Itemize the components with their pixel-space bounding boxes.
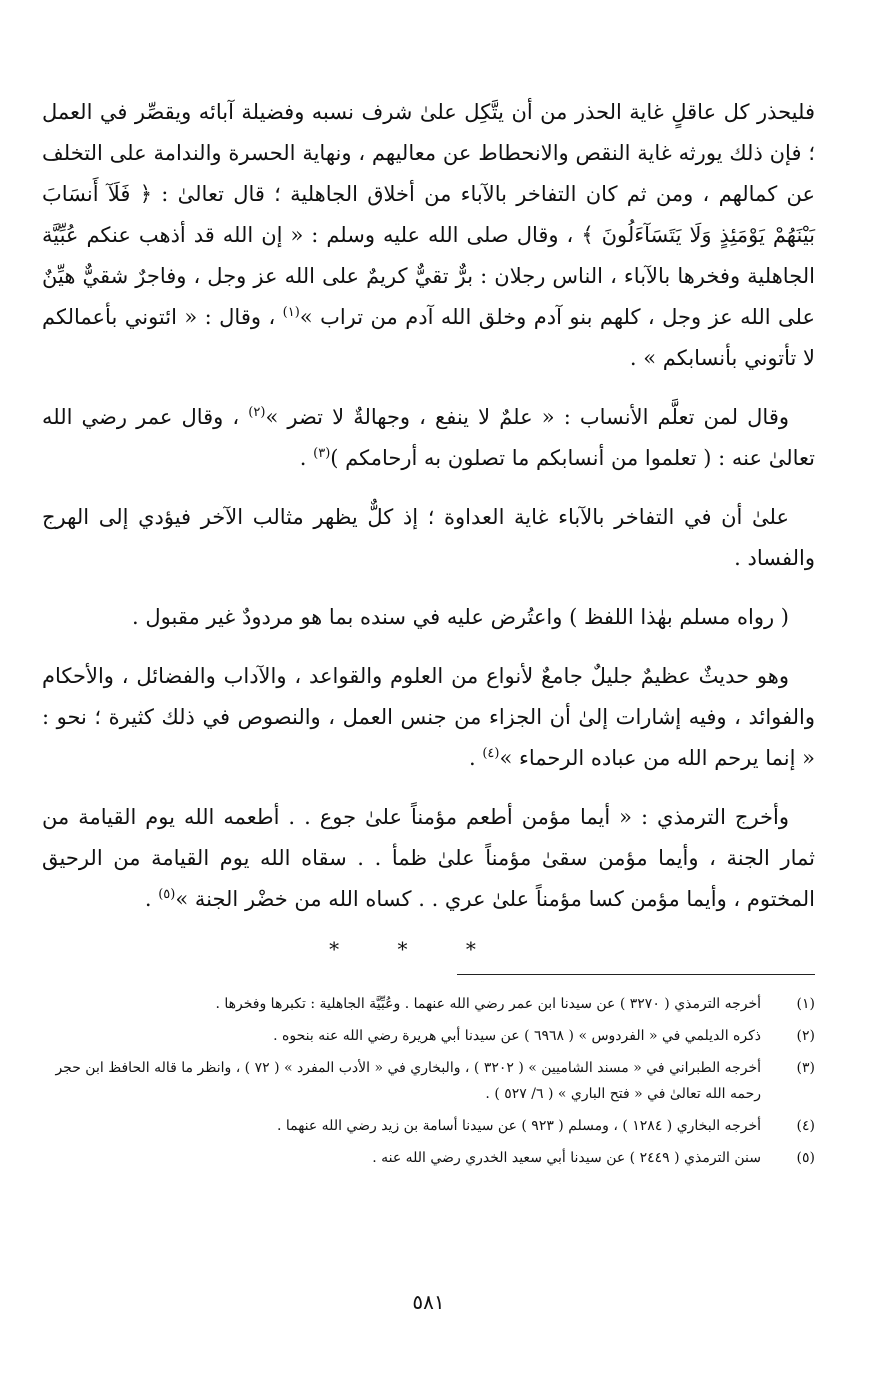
page-number: ٥٨١: [412, 1290, 445, 1314]
footnote-number: (٣): [796, 1060, 815, 1076]
paragraph-2-mid: ، وقال عمر رضي الله تعالىٰ عنه : ( تعلموا من أنسابكم ما تصلون به أرحامكم ): [42, 405, 815, 470]
footnote-number: (١): [796, 996, 815, 1012]
paragraph-1: [42, 92, 815, 379]
section-separator: * * *: [329, 937, 502, 961]
paragraph-1-text: فليحذر كل عاقلٍ غاية الحذر من أن يتَّكِل علىٰ شرف نسبه وفضيلة آبائه ويقصِّر في العمل ؛ فإن ذلك يورثه غاية النقص والانحطاط عن معاليهم ، ونهاية الحسرة والندامة على التخلف عن كمالهم ، ومن ثم كان التفاخر بالآباء من أخلاق الجاهلية ؛ قال تعالىٰ : ﴿ فَلَآ أَنسَابَ بَيْنَهُمْ يَوْمَئِذٍ وَلَا يَتَسَآءَلُونَ ﴾ ، وقال صلى الله عليه وسلم : « إن الله قد أذهب عنكم عُبِّيَّة الجاهلية وفخرها بالآباء ، الناس رجلان : برٌّ تقيٌّ كريمٌ على الله عز وجل ، وفاجرٌ شقيٌّ هيِّنٌ على الله عز وجل ، كلهم بنو آدم وخلق الله آدم من تراب »: [42, 100, 815, 329]
footnote-divider: [457, 974, 815, 975]
footnote-number: (٤): [796, 1118, 815, 1134]
footnote-ref-4[interactable]: (٤): [482, 746, 500, 761]
footnote-text: أخرجه البخاري ( ١٢٨٤ ) ، ومسلم ( ٩٢٣ ) عن سيدنا أسامة بن زيد رضي الله عنهما .: [276, 1118, 761, 1134]
footnote-5: [42, 1145, 815, 1171]
paragraph-5-text: وهو حديثٌ عظيمٌ جليلٌ جامعٌ لأنواع من العلوم والقواعد ، والآداب والفضائل ، والأحكام والفوائد ، وفيه إشارات إلىٰ أن الجزاء من جنس العمل ، والنصوص في ذلك كثيرة ؛ نحو : « إنما يرحم الله من عباده الرحماء »: [42, 664, 815, 770]
footnote-text: ذكره الديلمي في « الفردوس » ( ٦٩٦٨ ) عن سيدنا أبي هريرة رضي الله عنه بنحوه .: [273, 1028, 761, 1044]
footnote-number: (٢): [796, 1028, 815, 1044]
footnote-3: [42, 1055, 815, 1107]
paragraph-1-tail: ، وقال : « ائتوني بأعمالكم لا تأتوني بأنسابكم » .: [42, 305, 815, 370]
footnote-number: (٥): [796, 1150, 815, 1166]
footnote-1: [42, 991, 815, 1017]
paragraph-2: [42, 397, 815, 479]
footnote-ref-5[interactable]: (٥): [158, 887, 176, 902]
paragraph-2-tail: .: [299, 446, 314, 470]
paragraph-4: [42, 597, 815, 638]
footnote-ref-2[interactable]: (٢): [248, 405, 266, 420]
paragraph-5-tail: .: [468, 746, 483, 770]
footnotes-list: [42, 991, 815, 1171]
footnote-text: أخرجه الترمذي ( ٣٢٧٠ ) عن سيدنا ابن عمر رضي الله عنهما . وعُبِّيَّة الجاهلية : تكبرها وفخرها .: [215, 996, 761, 1012]
paragraph-6: [42, 797, 815, 920]
paragraph-2-text: وقال لمن تعلَّم الأنساب : « علمٌ لا ينفع ، وجهالةٌ لا تضر »: [265, 405, 789, 429]
paragraph-3-text: علىٰ أن في التفاخر بالآباء غاية العداوة ؛ إذ كلٌّ يظهر مثالب الآخر فيؤدي إلى الهرج والفساد .: [42, 505, 815, 570]
footnote-4: [42, 1113, 815, 1139]
paragraph-5: [42, 656, 815, 779]
paragraph-3: [42, 497, 815, 579]
footnote-text: سنن الترمذي ( ٢٤٤٩ ) عن سيدنا أبي سعيد الخدري رضي الله عنه .: [372, 1150, 761, 1166]
paragraph-6-tail: .: [144, 887, 159, 911]
footnote-ref-1[interactable]: (١): [282, 305, 300, 320]
footnote-2: [42, 1023, 815, 1049]
paragraph-6-text: وأخرج الترمذي : « أيما مؤمن أطعم مؤمناً علىٰ جوع . . أطعمه الله يوم القيامة من ثمار الجنة ، وأيما مؤمن سقىٰ مؤمناً علىٰ ظمأ . . سقاه الله يوم القيامة من الرحيق المختوم ، وأيما مؤمن كسا مؤمناً علىٰ عري . . كساه الله من خضْر الجنة »: [42, 805, 815, 911]
book-page: [42, 92, 815, 1383]
footnote-text: أخرجه الطبراني في « مسند الشاميين » ( ٣٢٠٢ ) ، والبخاري في « الأدب المفرد » ( ٧٢ ) ، وانظر ما قاله الحافظ ابن حجر رحمه الله تعالىٰ في « فتح الباري » ( ٦/ ٥٢٧ ) .: [55, 1060, 761, 1102]
paragraph-4-text: ( رواه مسلم بهٰذا اللفظ ) واعتُرض عليه في سنده بما هو مردودٌ غير مقبول .: [132, 605, 789, 629]
footnote-ref-3[interactable]: (٣): [313, 446, 331, 461]
